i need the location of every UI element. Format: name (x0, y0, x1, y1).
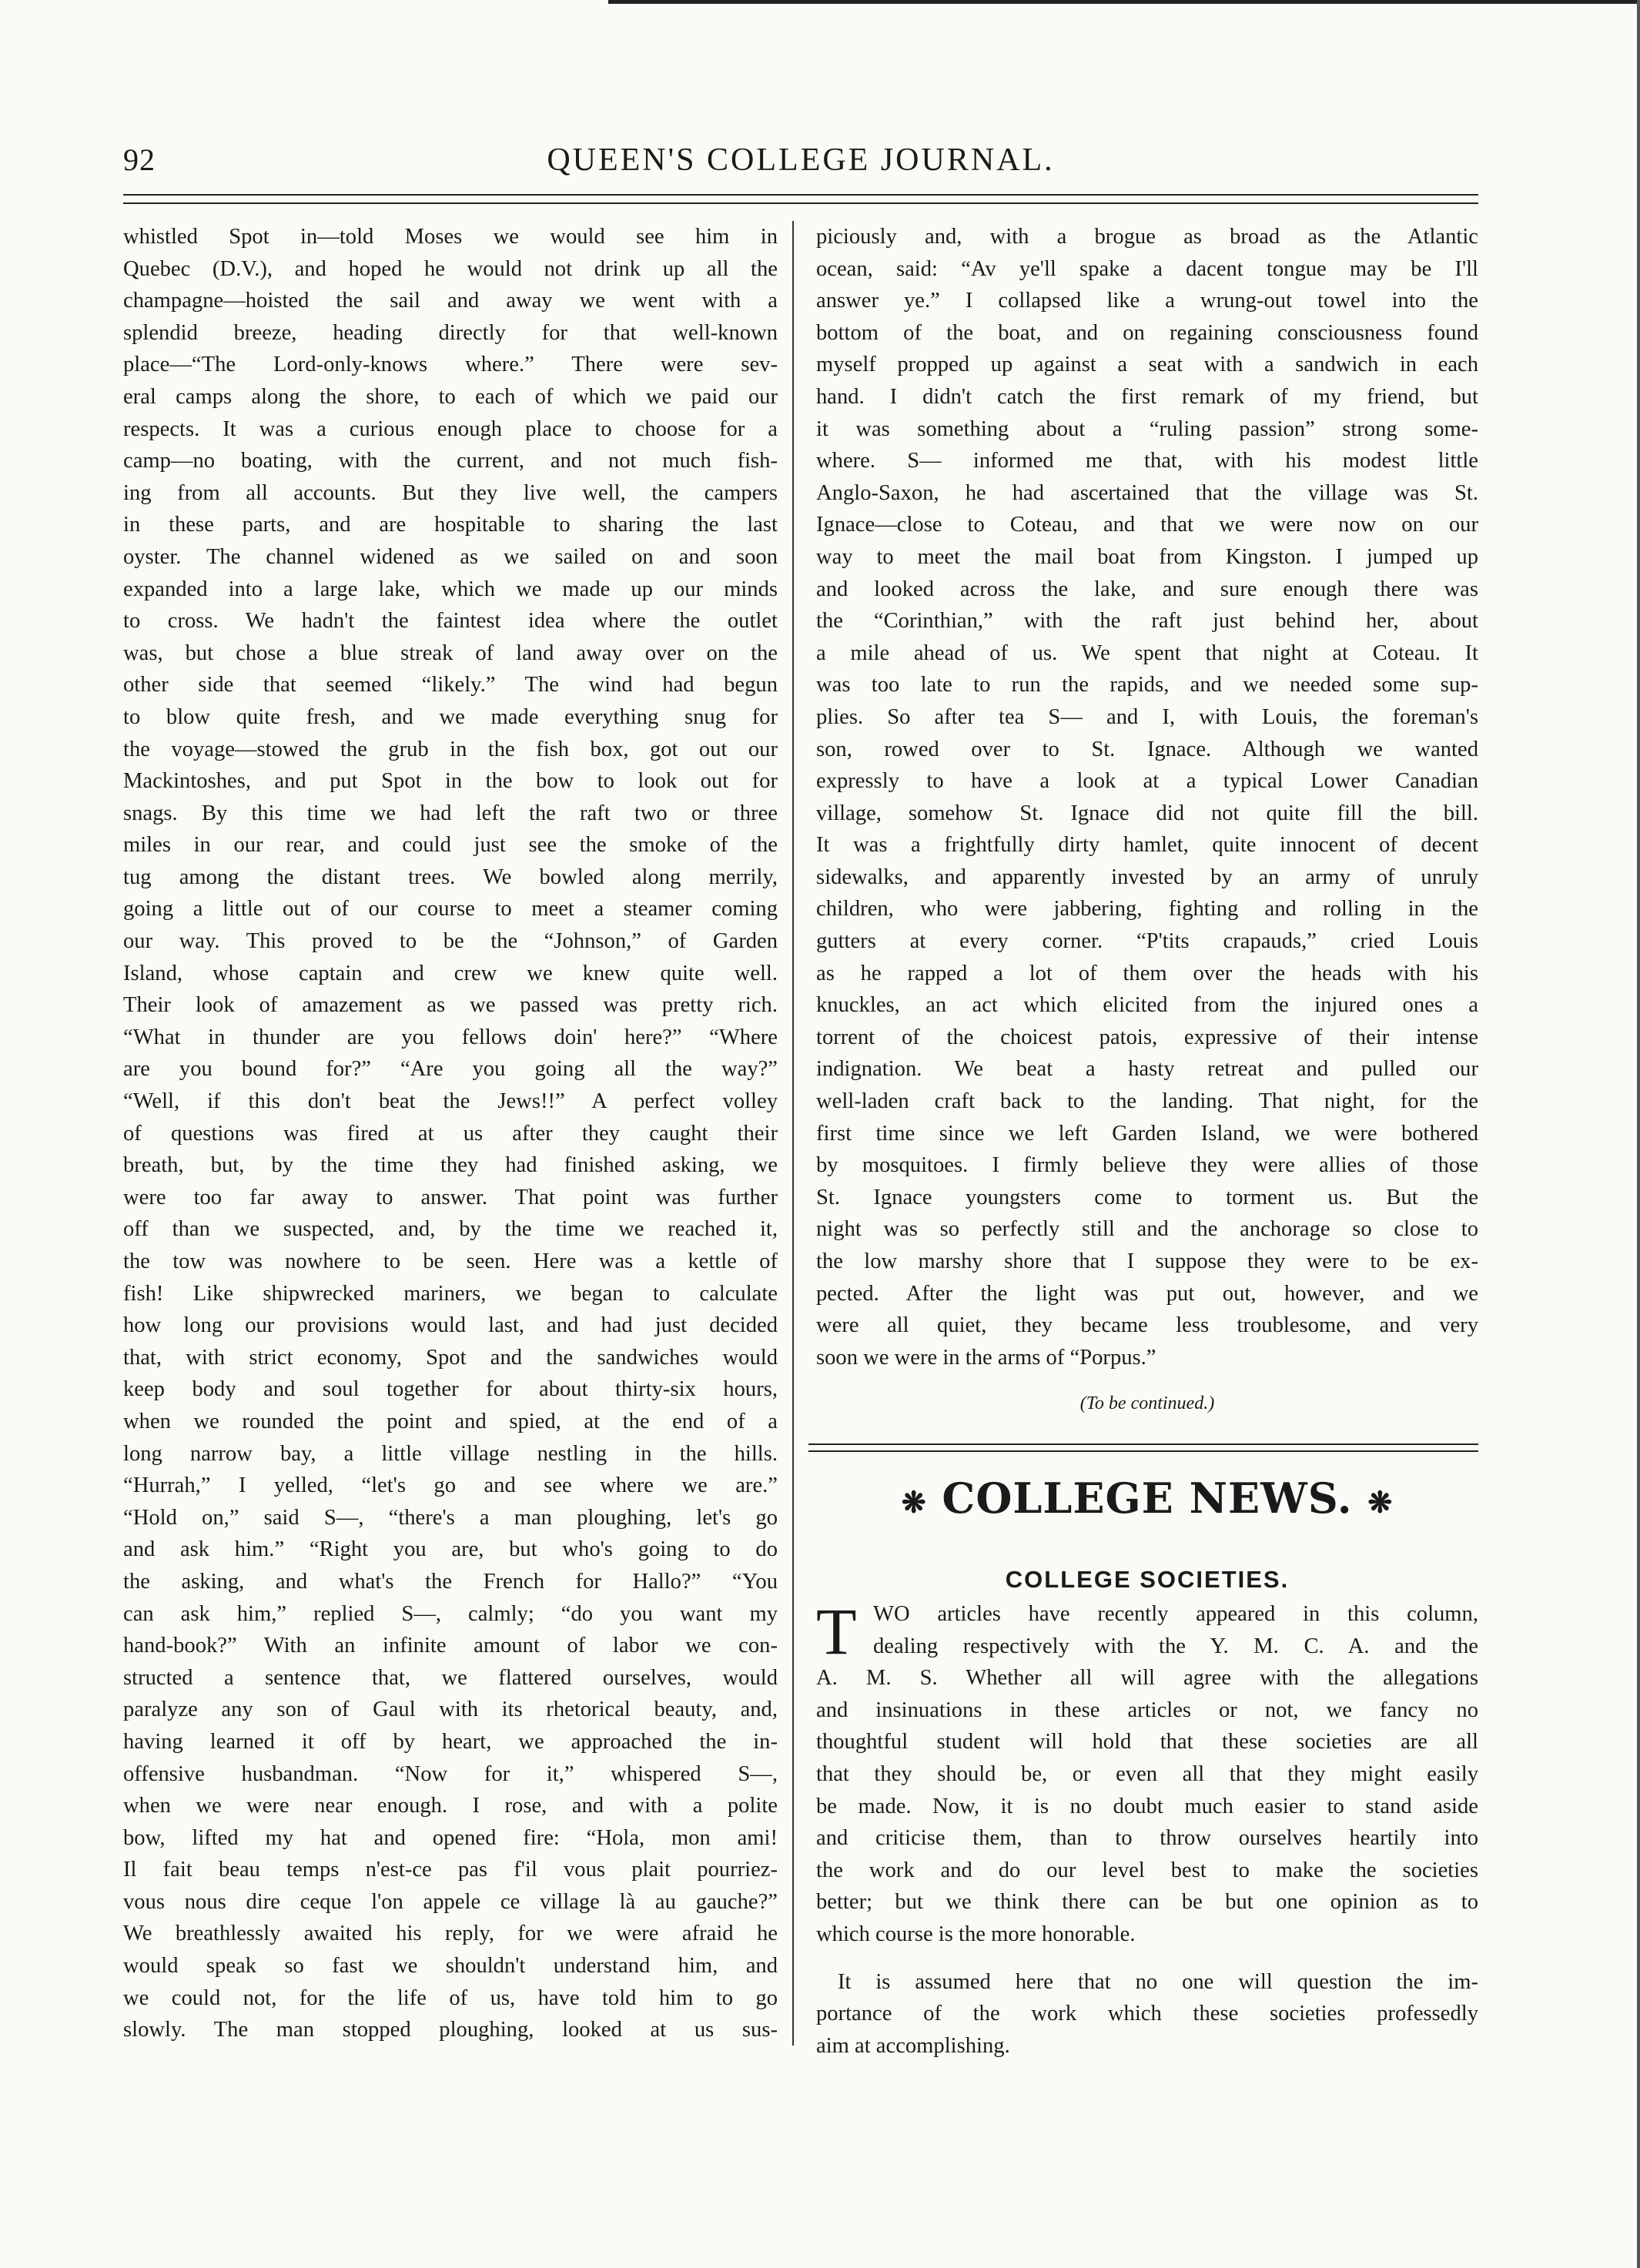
text-line: bow, lifted my hat and opened fire: “Hola, mon ami! (123, 1825, 778, 1850)
journal-title: QUEEN'S COLLEGE JOURNAL. (547, 142, 1055, 178)
text-line: myself propped up against a seat with a sandwich in each (816, 353, 1478, 377)
text-line: fish! Like shipwrecked mariners, we began to calculate (123, 1281, 778, 1306)
text-line: that they should be, or even all that they might easily (816, 1761, 1478, 1786)
text-line: knuckles, an act which elicited from the injured ones a (816, 993, 1478, 1018)
page-edge (1637, 0, 1640, 2268)
text-line: first time since we left Garden Island, we were bothered (816, 1121, 1478, 1146)
text-line: WO articles have recently appeared in this column, (873, 1602, 1478, 1626)
text-line: slowly. The man stopped ploughing, looked at us sus- (123, 2018, 778, 2042)
text-line: hand. I didn't catch the first remark of my friend, but (816, 384, 1478, 409)
text-line: place—“The Lord-only-knows where.” There were sev- (123, 353, 778, 377)
text-line: bottom of the boat, and on regaining consciousness found (816, 320, 1478, 345)
text-line: soon we were in the arms of “Porpus.” (816, 1345, 1156, 1370)
text-line: as he rapped a lot of them over the heads with his (816, 961, 1478, 985)
section-rule (808, 1443, 1478, 1452)
text-line: the low marshy shore that I suppose they were to be ex- (816, 1249, 1478, 1273)
text-line: and insinuations in these articles or not, we fancy no (816, 1698, 1478, 1722)
text-line: expressly to have a look at a typical Lower Canadian (816, 769, 1478, 794)
text-line: sidewalks, and apparently invested by an army of unruly (816, 865, 1478, 889)
text-line: by mosquitoes. I firmly believe they were allies of those (816, 1153, 1478, 1178)
text-line: better; but we think there can be but one opinion as to (816, 1890, 1478, 1915)
text-line: be made. Now, it is no doubt much easier to stand aside (816, 1794, 1478, 1818)
text-line: a mile ahead of us. We spent that night at Coteau. It (816, 641, 1478, 665)
to-be-continued: (To be continued.) (1079, 1393, 1215, 1413)
text-line: torrent of the choicest patois, expressive of their intense (816, 1025, 1478, 1049)
text-line: are you bound for?” “Are you going all the way?” (123, 1057, 778, 1082)
section-heading-text: COLLEGE NEWS. (942, 1474, 1353, 1523)
text-line: offensive husbandman. “Now for it,” whispered S—, (123, 1761, 778, 1786)
page-number: 92 (123, 142, 156, 177)
ornament-right-icon: ❋ (1367, 1484, 1394, 1520)
text-line: long narrow bay, a little village nestling in the hills. (123, 1441, 778, 1466)
text-line: Their look of amazement as we passed was pretty rich. (123, 993, 778, 1018)
text-line: and criticise them, than to throw ourselves heartily into (816, 1826, 1478, 1851)
text-line: splendid breeze, heading directly for that well-known (123, 320, 778, 345)
text-line: hand-book?” With an infinite amount of labor we con- (123, 1634, 778, 1658)
text-line: the “Corinthian,” with the raft just behind her, about (816, 609, 1478, 634)
text-line: where. S— informed me that, with his modest little (816, 449, 1478, 473)
text-line: “What in thunder are you fellows doin' here?” “Where (123, 1025, 778, 1049)
text-line: vous nous dire ceque l'on appele ce village là au gauche?” (123, 1889, 778, 1914)
text-line: Island, whose captain and crew we knew quite well. (123, 961, 778, 985)
text-line: breath, but, by the time they had finished asking, we (123, 1153, 778, 1178)
page-header (123, 137, 1478, 191)
text-line: expanded into a large lake, which we made up our minds (123, 577, 778, 601)
text-line: the tow was nowhere to be seen. Here was a kettle of (123, 1249, 778, 1273)
article-paragraph-2 (816, 1966, 1478, 2062)
section-heading (816, 1474, 1478, 1523)
text-line: son, rowed over to St. Ignace. Although we wanted (816, 737, 1478, 761)
right-column (816, 221, 1478, 1373)
text-line: plies. So after tea S— and I, with Louis, the foreman's (816, 704, 1478, 729)
text-line: and looked across the lake, and sure enough there was (816, 577, 1478, 601)
text-line: the voyage—stowed the grub in the fish box, got out our (123, 737, 778, 761)
text-line: answer ye.” I collapsed like a wrung-out towel into the (816, 289, 1478, 313)
drop-cap: T (816, 1594, 857, 1668)
article-heading: COLLEGE SOCIETIES. (1005, 1566, 1290, 1593)
text-line: ocean, said: “Av ye'll spake a dacent tongue may be I'll (816, 256, 1478, 281)
text-line: other side that seemed “likely.” The wind had begun (123, 673, 778, 697)
text-line: indignation. We beat a hasty retreat and pulled our (816, 1057, 1478, 1082)
text-line: paralyze any son of Gaul with its rhetorical beauty, and, (123, 1698, 778, 1722)
text-line: village, somehow St. Ignace did not quite fill the bill. (816, 801, 1478, 825)
text-line: We breathlessly awaited his reply, for we were afraid he (123, 1922, 778, 1946)
text-line: Anglo-Saxon, he had ascertained that the village was St. (816, 480, 1478, 505)
text-line: our way. This proved to be the “Johnson,” of Garden (123, 929, 778, 954)
text-line: structed a sentence that, we flattered ourselves, would (123, 1665, 778, 1690)
text-line: to cross. We hadn't the faintest idea where the outlet (123, 609, 778, 634)
text-line: eral camps along the shore, to each of which we paid our (123, 384, 778, 409)
text-line: tug among the distant trees. We bowled along merrily, (123, 865, 778, 889)
text-line: of questions was fired at us after they caught their (123, 1121, 778, 1146)
text-line: St. Ignace youngsters come to torment us. But the (816, 1185, 1478, 1209)
text-line: Mackintoshes, and put Spot in the bow to look out for (123, 769, 778, 794)
text-line: we could not, for the life of us, have told him to go (123, 1985, 778, 2010)
text-line: portance of the work which these societies professedly (816, 2002, 1478, 2026)
article-body (816, 1594, 1478, 2062)
text-line: aim at accomplishing. (816, 2033, 1010, 2058)
text-line: pected. After the light was put out, however, and we (816, 1281, 1478, 1306)
text-line: how long our provisions would last, and had just decided (123, 1313, 778, 1338)
text-line: when we rounded the point and spied, at the end of a (123, 1409, 778, 1433)
text-line: ing from all accounts. But they live well, the campers (123, 480, 778, 505)
text-line: miles in our rear, and could just see the smoke of the (123, 833, 778, 858)
text-line: Quebec (D.V.), and hoped he would not drink up all the (123, 256, 778, 281)
text-line: off than we suspected, and, by the time we reached it, (123, 1217, 778, 1242)
text-line: was too late to run the rapids, and we needed some sup- (816, 673, 1478, 697)
text-line: were all quiet, they became less troublesome, and very (816, 1313, 1478, 1338)
text-line: when we were near enough. I rose, and with a polite (123, 1794, 778, 1818)
text-line: champagne—hoisted the sail and away we went with a (123, 289, 778, 313)
text-line: It was a frightfully dirty hamlet, quite innocent of decent (816, 833, 1478, 858)
text-line: were too far away to answer. That point was further (123, 1185, 778, 1209)
text-line: A. M. S. Whether all will agree with the allegations (816, 1666, 1478, 1691)
header-rule (123, 194, 1478, 204)
text-line: it was something about a “ruling passion” strong some- (816, 416, 1478, 441)
text-line: oyster. The channel widened as we sailed on and soon (123, 544, 778, 569)
text-line: dealing respectively with the Y. M. C. A. and the (873, 1634, 1478, 1658)
text-line: Il fait beau temps n'est-ce pas f'il vous plait pourriez- (123, 1858, 778, 1882)
text-line: piciously and, with a brogue as broad as the Atlantic (816, 225, 1478, 249)
article-paragraph-1 (816, 1594, 1478, 1951)
column-divider (792, 221, 794, 2046)
text-line: respects. It was a curious enough place to choose for a (123, 416, 778, 441)
text-line: in these parts, and are hospitable to sharing the last (123, 513, 778, 537)
ornament-left-icon: ❋ (901, 1484, 927, 1520)
text-line: going a little out of our course to meet a steamer coming (123, 897, 778, 922)
text-line: children, who were jabbering, fighting and rolling in the (816, 897, 1478, 922)
text-line: having learned it off by heart, we approached the in- (123, 1729, 778, 1754)
text-line: that, with strict economy, Spot and the sandwiches would (123, 1345, 778, 1370)
text-line: can ask him,” replied S—, calmly; “do you want my (123, 1601, 778, 1626)
text-line: “Hurrah,” I yelled, “let's go and see where we are.” (123, 1474, 778, 1498)
text-line: which course is the more honorable. (816, 1922, 1136, 1946)
text-line: gutters at every corner. “P'tits crapauds,” cried Louis (816, 929, 1478, 954)
text-line: “Hold on,” said S—, “there's a man ploughing, let's go (123, 1505, 778, 1530)
text-line: way to meet the mail boat from Kingston. I jumped up (816, 544, 1478, 569)
text-line: snags. By this time we had left the raft two or three (123, 801, 778, 825)
text-line: to blow quite fresh, and we made everything snug for (123, 704, 778, 729)
text-line: and ask him.” “Right you are, but who's going to do (123, 1537, 778, 1562)
text-line: the work and do our level best to make the societies (816, 1858, 1478, 1882)
text-line: whistled Spot in—told Moses we would see him in (123, 225, 778, 249)
text-line: would speak so fast we shouldn't understand him, and (123, 1954, 778, 1979)
text-line: was, but chose a blue streak of land away over on the (123, 641, 778, 665)
text-line: keep body and soul together for about thirty-six hours, (123, 1377, 778, 1402)
text-line: night was so perfectly still and the anchorage so close to (816, 1217, 1478, 1242)
text-line: well-laden craft back to the landing. That night, for the (816, 1089, 1478, 1114)
text-line: It is assumed here that no one will question the im- (838, 1969, 1478, 1994)
text-line: the asking, and what's the French for Hallo?” “You (123, 1569, 778, 1594)
text-line: thoughtful student will hold that these societies are all (816, 1730, 1478, 1755)
text-line: Ignace—close to Coteau, and that we were now on our (816, 513, 1478, 537)
top-border-rule (608, 0, 1640, 4)
text-line: camp—no boating, with the current, and not much fish- (123, 449, 778, 473)
text-line: “Well, if this don't beat the Jews!!” A perfect volley (123, 1089, 778, 1114)
left-column (123, 221, 778, 2046)
